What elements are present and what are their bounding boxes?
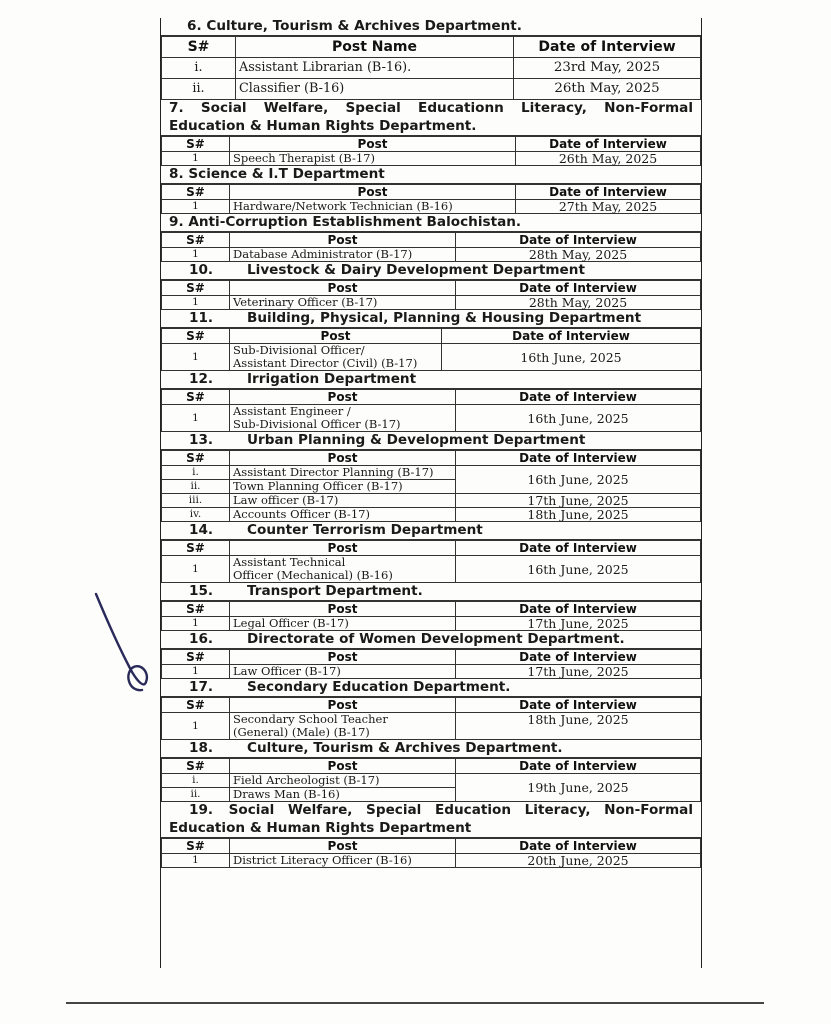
table-header-row <box>162 650 701 665</box>
post-cell <box>230 405 456 432</box>
col-date: Date of Interview <box>516 137 701 152</box>
date-cell: 19th June, 2025 <box>456 774 701 802</box>
col-post: Post <box>230 602 456 617</box>
col-date: Date of Interview <box>456 650 701 665</box>
date-cell: 26th May, 2025 <box>514 79 701 100</box>
table-row <box>162 556 701 583</box>
department-heading <box>161 18 701 36</box>
table-header-row <box>162 451 701 466</box>
col-date: Date of Interview <box>456 839 701 854</box>
post-cell: Speech Therapist (B-17) <box>230 152 516 166</box>
department-title: Directorate of Women Development Department. <box>247 631 625 647</box>
table-row <box>162 466 701 480</box>
date-cell: 23rd May, 2025 <box>514 58 701 79</box>
section-15 <box>161 583 701 631</box>
section-6 <box>161 18 701 100</box>
post-cell: Classifier (B-16) <box>236 79 514 100</box>
serial-cell: 1 <box>162 248 230 262</box>
col-serial: S# <box>162 839 230 854</box>
date-cell: 16th June, 2025 <box>456 556 701 583</box>
department-title: Livestock & Dairy Development Department <box>247 262 585 278</box>
col-post: Post <box>230 698 456 713</box>
date-cell: 17th June, 2025 <box>456 494 701 508</box>
col-serial: S# <box>162 37 236 58</box>
date-cell: 18th June, 2025 <box>456 508 701 522</box>
department-heading <box>161 310 701 328</box>
col-date: Date of Interview <box>456 451 701 466</box>
table-row <box>162 200 701 214</box>
post-cell: Town Planning Officer (B-17) <box>230 480 456 494</box>
col-date: Date of Interview <box>456 281 701 296</box>
posts-table <box>161 232 701 262</box>
section-number: 8. <box>169 166 184 182</box>
col-post: Post Name <box>236 37 514 58</box>
department-heading <box>161 802 701 838</box>
serial-cell: 1 <box>162 405 230 432</box>
serial-cell: 1 <box>162 556 230 583</box>
department-title: Building, Physical, Planning & Housing Department <box>247 310 642 326</box>
department-heading <box>161 100 701 136</box>
section-13 <box>161 432 701 522</box>
section-number: 10. <box>189 262 214 278</box>
table-header-row <box>162 281 701 296</box>
section-number: 14. <box>189 522 214 538</box>
table-header-row <box>162 839 701 854</box>
section-11 <box>161 310 701 371</box>
table-header-row <box>162 759 701 774</box>
post-cell <box>230 344 442 371</box>
col-serial: S# <box>162 451 230 466</box>
post-cell: District Literacy Officer (B-16) <box>230 854 456 868</box>
col-post: Post <box>230 451 456 466</box>
serial-cell: 1 <box>162 665 230 679</box>
posts-table <box>161 328 701 371</box>
table-row <box>162 248 701 262</box>
section-number: 17. <box>189 679 214 695</box>
col-serial: S# <box>162 759 230 774</box>
date-cell: 28th May, 2025 <box>456 296 701 310</box>
department-heading <box>161 166 701 184</box>
col-post: Post <box>230 390 456 405</box>
section-number: 18. <box>189 740 214 756</box>
table-row <box>162 854 701 868</box>
posts-table <box>161 697 701 740</box>
post-cell: Field Archeologist (B-17) <box>230 774 456 788</box>
posts-table <box>161 758 701 802</box>
posts-table <box>161 136 701 166</box>
section-number: 13. <box>189 432 214 448</box>
post-cell: Veterinary Officer (B-17) <box>230 296 456 310</box>
department-title: Irrigation Department <box>247 371 417 387</box>
col-serial: S# <box>162 233 230 248</box>
col-serial: S# <box>162 602 230 617</box>
department-heading <box>161 631 701 649</box>
department-title: Science & I.T Department <box>188 166 385 182</box>
section-14 <box>161 522 701 583</box>
posts-table <box>161 450 701 522</box>
date-cell: 27th May, 2025 <box>516 200 701 214</box>
department-heading <box>161 583 701 601</box>
section-12 <box>161 371 701 432</box>
serial-cell: 1 <box>162 152 230 166</box>
post-cell: Accounts Officer (B-17) <box>230 508 456 522</box>
department-title: Social Welfare, Special Education Literacy, Non-Formal Education & Human Rights Department <box>169 802 693 836</box>
section-8 <box>161 166 701 214</box>
department-heading <box>161 262 701 280</box>
date-cell: 17th June, 2025 <box>456 617 701 631</box>
col-post: Post <box>230 329 442 344</box>
col-date: Date of Interview <box>514 37 701 58</box>
posts-table <box>161 280 701 310</box>
table-header-row <box>162 185 701 200</box>
table-row <box>162 405 701 432</box>
serial-cell: 1 <box>162 854 230 868</box>
col-date: Date of Interview <box>456 390 701 405</box>
section-17 <box>161 679 701 740</box>
date-cell: 16th June, 2025 <box>442 344 701 371</box>
serial-cell: ii. <box>162 788 230 802</box>
table-row <box>162 494 701 508</box>
post-line: Sub-Divisional Officer (B-17) <box>233 417 401 431</box>
post-line: Assistant Director (Civil) (B-17) <box>233 356 418 370</box>
section-18 <box>161 740 701 802</box>
post-line: Sub-Divisional Officer/ <box>233 343 365 357</box>
col-date: Date of Interview <box>516 185 701 200</box>
col-date: Date of Interview <box>456 759 701 774</box>
col-post: Post <box>230 233 456 248</box>
table-header-row <box>162 390 701 405</box>
posts-table <box>161 184 701 214</box>
col-date: Date of Interview <box>442 329 701 344</box>
section-number: 7. <box>169 100 184 116</box>
table-row <box>162 344 701 371</box>
date-cell: 28th May, 2025 <box>456 248 701 262</box>
table-row <box>162 508 701 522</box>
table-header-row <box>162 698 701 713</box>
table-row <box>162 296 701 310</box>
department-heading <box>161 679 701 697</box>
col-serial: S# <box>162 185 230 200</box>
section-number: 11. <box>189 310 214 326</box>
section-10 <box>161 262 701 310</box>
col-post: Post <box>230 541 456 556</box>
post-cell: Hardware/Network Technician (B-16) <box>230 200 516 214</box>
serial-cell: 1 <box>162 344 230 371</box>
post-line: Secondary School Teacher <box>233 712 388 726</box>
department-heading <box>161 432 701 450</box>
section-9 <box>161 214 701 262</box>
col-serial: S# <box>162 650 230 665</box>
department-title: Counter Terrorism Department <box>247 522 483 538</box>
post-line: (General) (Male) (B-17) <box>233 725 370 739</box>
department-title: Social Welfare, Special Educationn Literacy, Non-Formal Education & Human Rights Department. <box>169 100 693 134</box>
table-header-row <box>162 37 701 58</box>
serial-cell: 1 <box>162 713 230 740</box>
serial-cell: iv. <box>162 508 230 522</box>
table-header-row <box>162 233 701 248</box>
post-cell: Legal Officer (B-17) <box>230 617 456 631</box>
department-title: Urban Planning & Development Department <box>247 432 586 448</box>
col-serial: S# <box>162 698 230 713</box>
date-cell: 26th May, 2025 <box>516 152 701 166</box>
handwritten-signature <box>92 588 158 698</box>
col-post: Post <box>230 650 456 665</box>
table-row <box>162 58 701 79</box>
posts-table <box>161 649 701 679</box>
serial-cell: ii. <box>162 79 236 100</box>
post-cell <box>230 556 456 583</box>
table-row <box>162 713 701 740</box>
post-cell: Assistant Director Planning (B-17) <box>230 466 456 480</box>
section-number: 6. <box>187 18 202 34</box>
section-number: 15. <box>189 583 214 599</box>
table-row <box>162 665 701 679</box>
section-19 <box>161 802 701 868</box>
post-cell: Draws Man (B-16) <box>230 788 456 802</box>
date-cell: 18th June, 2025 <box>456 713 701 740</box>
table-row <box>162 152 701 166</box>
serial-cell: iii. <box>162 494 230 508</box>
department-heading <box>161 214 701 232</box>
bottom-rule <box>66 1002 764 1004</box>
department-heading <box>161 371 701 389</box>
table-header-row <box>162 137 701 152</box>
table-row <box>162 617 701 631</box>
post-line: Officer (Mechanical) (B-16) <box>233 568 393 582</box>
serial-cell: 1 <box>162 200 230 214</box>
col-serial: S# <box>162 541 230 556</box>
section-number: 19. <box>189 802 214 818</box>
department-heading <box>161 522 701 540</box>
table-header-row <box>162 541 701 556</box>
posts-table <box>161 389 701 432</box>
department-title: Anti-Corruption Establishment Balochistan. <box>188 214 522 230</box>
col-serial: S# <box>162 329 230 344</box>
post-cell: Law officer (B-17) <box>230 494 456 508</box>
posts-table <box>161 601 701 631</box>
post-line: Assistant Engineer / <box>233 404 351 418</box>
col-post: Post <box>230 839 456 854</box>
section-number: 16. <box>189 631 214 647</box>
col-post: Post <box>230 137 516 152</box>
interview-schedule <box>160 18 702 968</box>
table-header-row <box>162 602 701 617</box>
col-date: Date of Interview <box>456 233 701 248</box>
department-heading <box>161 740 701 758</box>
serial-cell: ii. <box>162 480 230 494</box>
posts-table <box>161 838 701 868</box>
col-date: Date of Interview <box>456 541 701 556</box>
serial-cell: 1 <box>162 617 230 631</box>
table-row <box>162 774 701 788</box>
section-number: 12. <box>189 371 214 387</box>
col-post: Post <box>230 185 516 200</box>
col-post: Post <box>230 281 456 296</box>
department-title: Secondary Education Department. <box>247 679 511 695</box>
col-date: Date of Interview <box>456 698 701 713</box>
table-header-row <box>162 329 701 344</box>
col-date: Date of Interview <box>456 602 701 617</box>
department-title: Culture, Tourism & Archives Department. <box>247 740 563 756</box>
post-line: Assistant Technical <box>233 555 346 569</box>
post-cell: Assistant Librarian (B-16). <box>236 58 514 79</box>
col-post: Post <box>230 759 456 774</box>
col-serial: S# <box>162 137 230 152</box>
section-7 <box>161 100 701 166</box>
serial-cell: 1 <box>162 296 230 310</box>
col-serial: S# <box>162 281 230 296</box>
post-cell: Law Officer (B-17) <box>230 665 456 679</box>
date-cell: 20th June, 2025 <box>456 854 701 868</box>
date-cell: 16th June, 2025 <box>456 466 701 494</box>
post-cell: Database Administrator (B-17) <box>230 248 456 262</box>
date-cell: 17th June, 2025 <box>456 665 701 679</box>
section-16 <box>161 631 701 679</box>
posts-table <box>161 540 701 583</box>
date-cell: 16th June, 2025 <box>456 405 701 432</box>
department-title: Culture, Tourism & Archives Department. <box>206 18 522 34</box>
col-serial: S# <box>162 390 230 405</box>
department-title: Transport Department. <box>247 583 423 599</box>
serial-cell: i. <box>162 774 230 788</box>
serial-cell: i. <box>162 466 230 480</box>
table-row <box>162 79 701 100</box>
serial-cell: i. <box>162 58 236 79</box>
section-number: 9. <box>169 214 184 230</box>
post-cell <box>230 713 456 740</box>
posts-table <box>161 36 701 100</box>
